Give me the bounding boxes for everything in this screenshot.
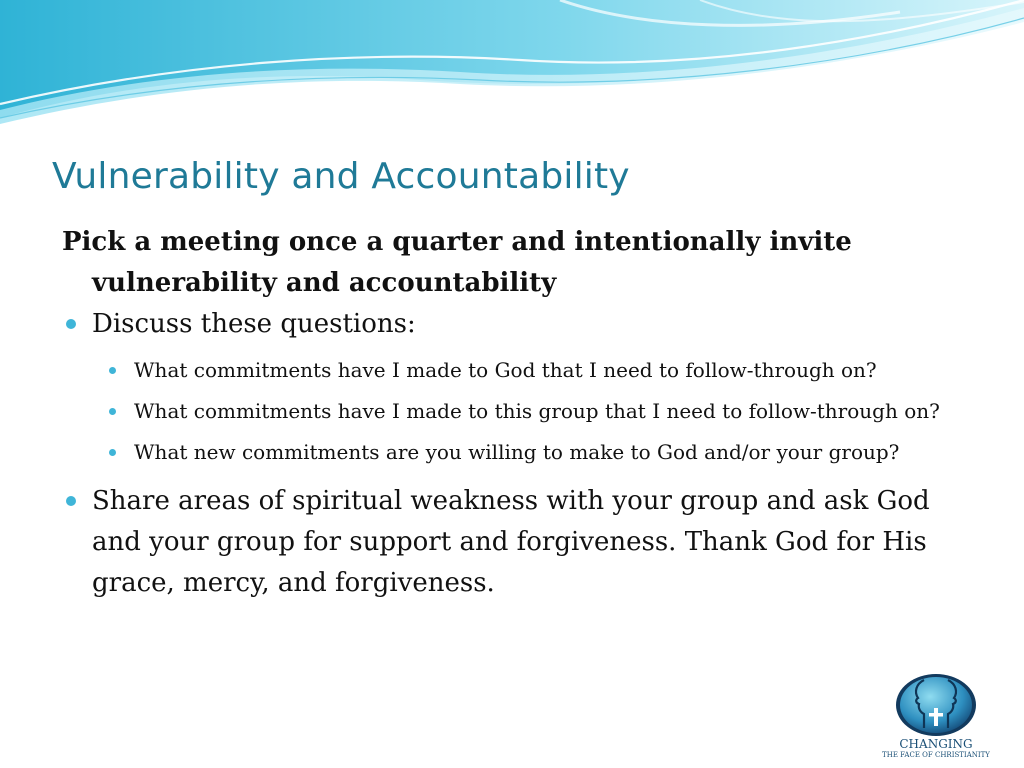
wave-banner bbox=[0, 0, 1024, 140]
bullet-discuss bbox=[62, 304, 962, 345]
changing-logo bbox=[876, 672, 996, 764]
bullet-text: Share areas of spiritual weakness with your group and ask God and your group for support and forgiveness. Thank God for His grace, mercy, and forgiveness. bbox=[92, 486, 930, 598]
bullet-text: Discuss these questions: bbox=[92, 309, 416, 339]
sub-bullet-dot-icon bbox=[109, 449, 116, 456]
lead-text: Pick a meeting once a quarter and intentionally invite vulnerability and accountability bbox=[62, 227, 852, 298]
bullet-dot-icon bbox=[66, 319, 76, 329]
sub-bullet-text: What new commitments are you willing to make to God and/or your group? bbox=[134, 440, 900, 464]
bullet-dot-icon bbox=[66, 496, 76, 506]
sub-bullet-question bbox=[62, 354, 962, 387]
sub-bullet-text: What commitments have I made to God that I need to follow-through on? bbox=[134, 358, 877, 382]
bullet-share bbox=[62, 481, 962, 604]
sub-bullet-text: What commitments have I made to this group that I need to follow-through on? bbox=[134, 399, 940, 423]
sub-bullet-dot-icon bbox=[109, 367, 116, 374]
sub-bullet-question bbox=[62, 395, 962, 428]
logo-tagline: THE FACE OF CHRISTIANITY bbox=[882, 751, 990, 759]
slide-title: Vulnerability and Accountability bbox=[52, 156, 630, 197]
sub-bullet-dot-icon bbox=[109, 408, 116, 415]
slide-body bbox=[62, 222, 962, 604]
faces-and-cross-emblem-icon bbox=[894, 672, 978, 738]
sub-bullet-question bbox=[62, 436, 962, 469]
logo-name: CHANGING bbox=[899, 737, 973, 751]
